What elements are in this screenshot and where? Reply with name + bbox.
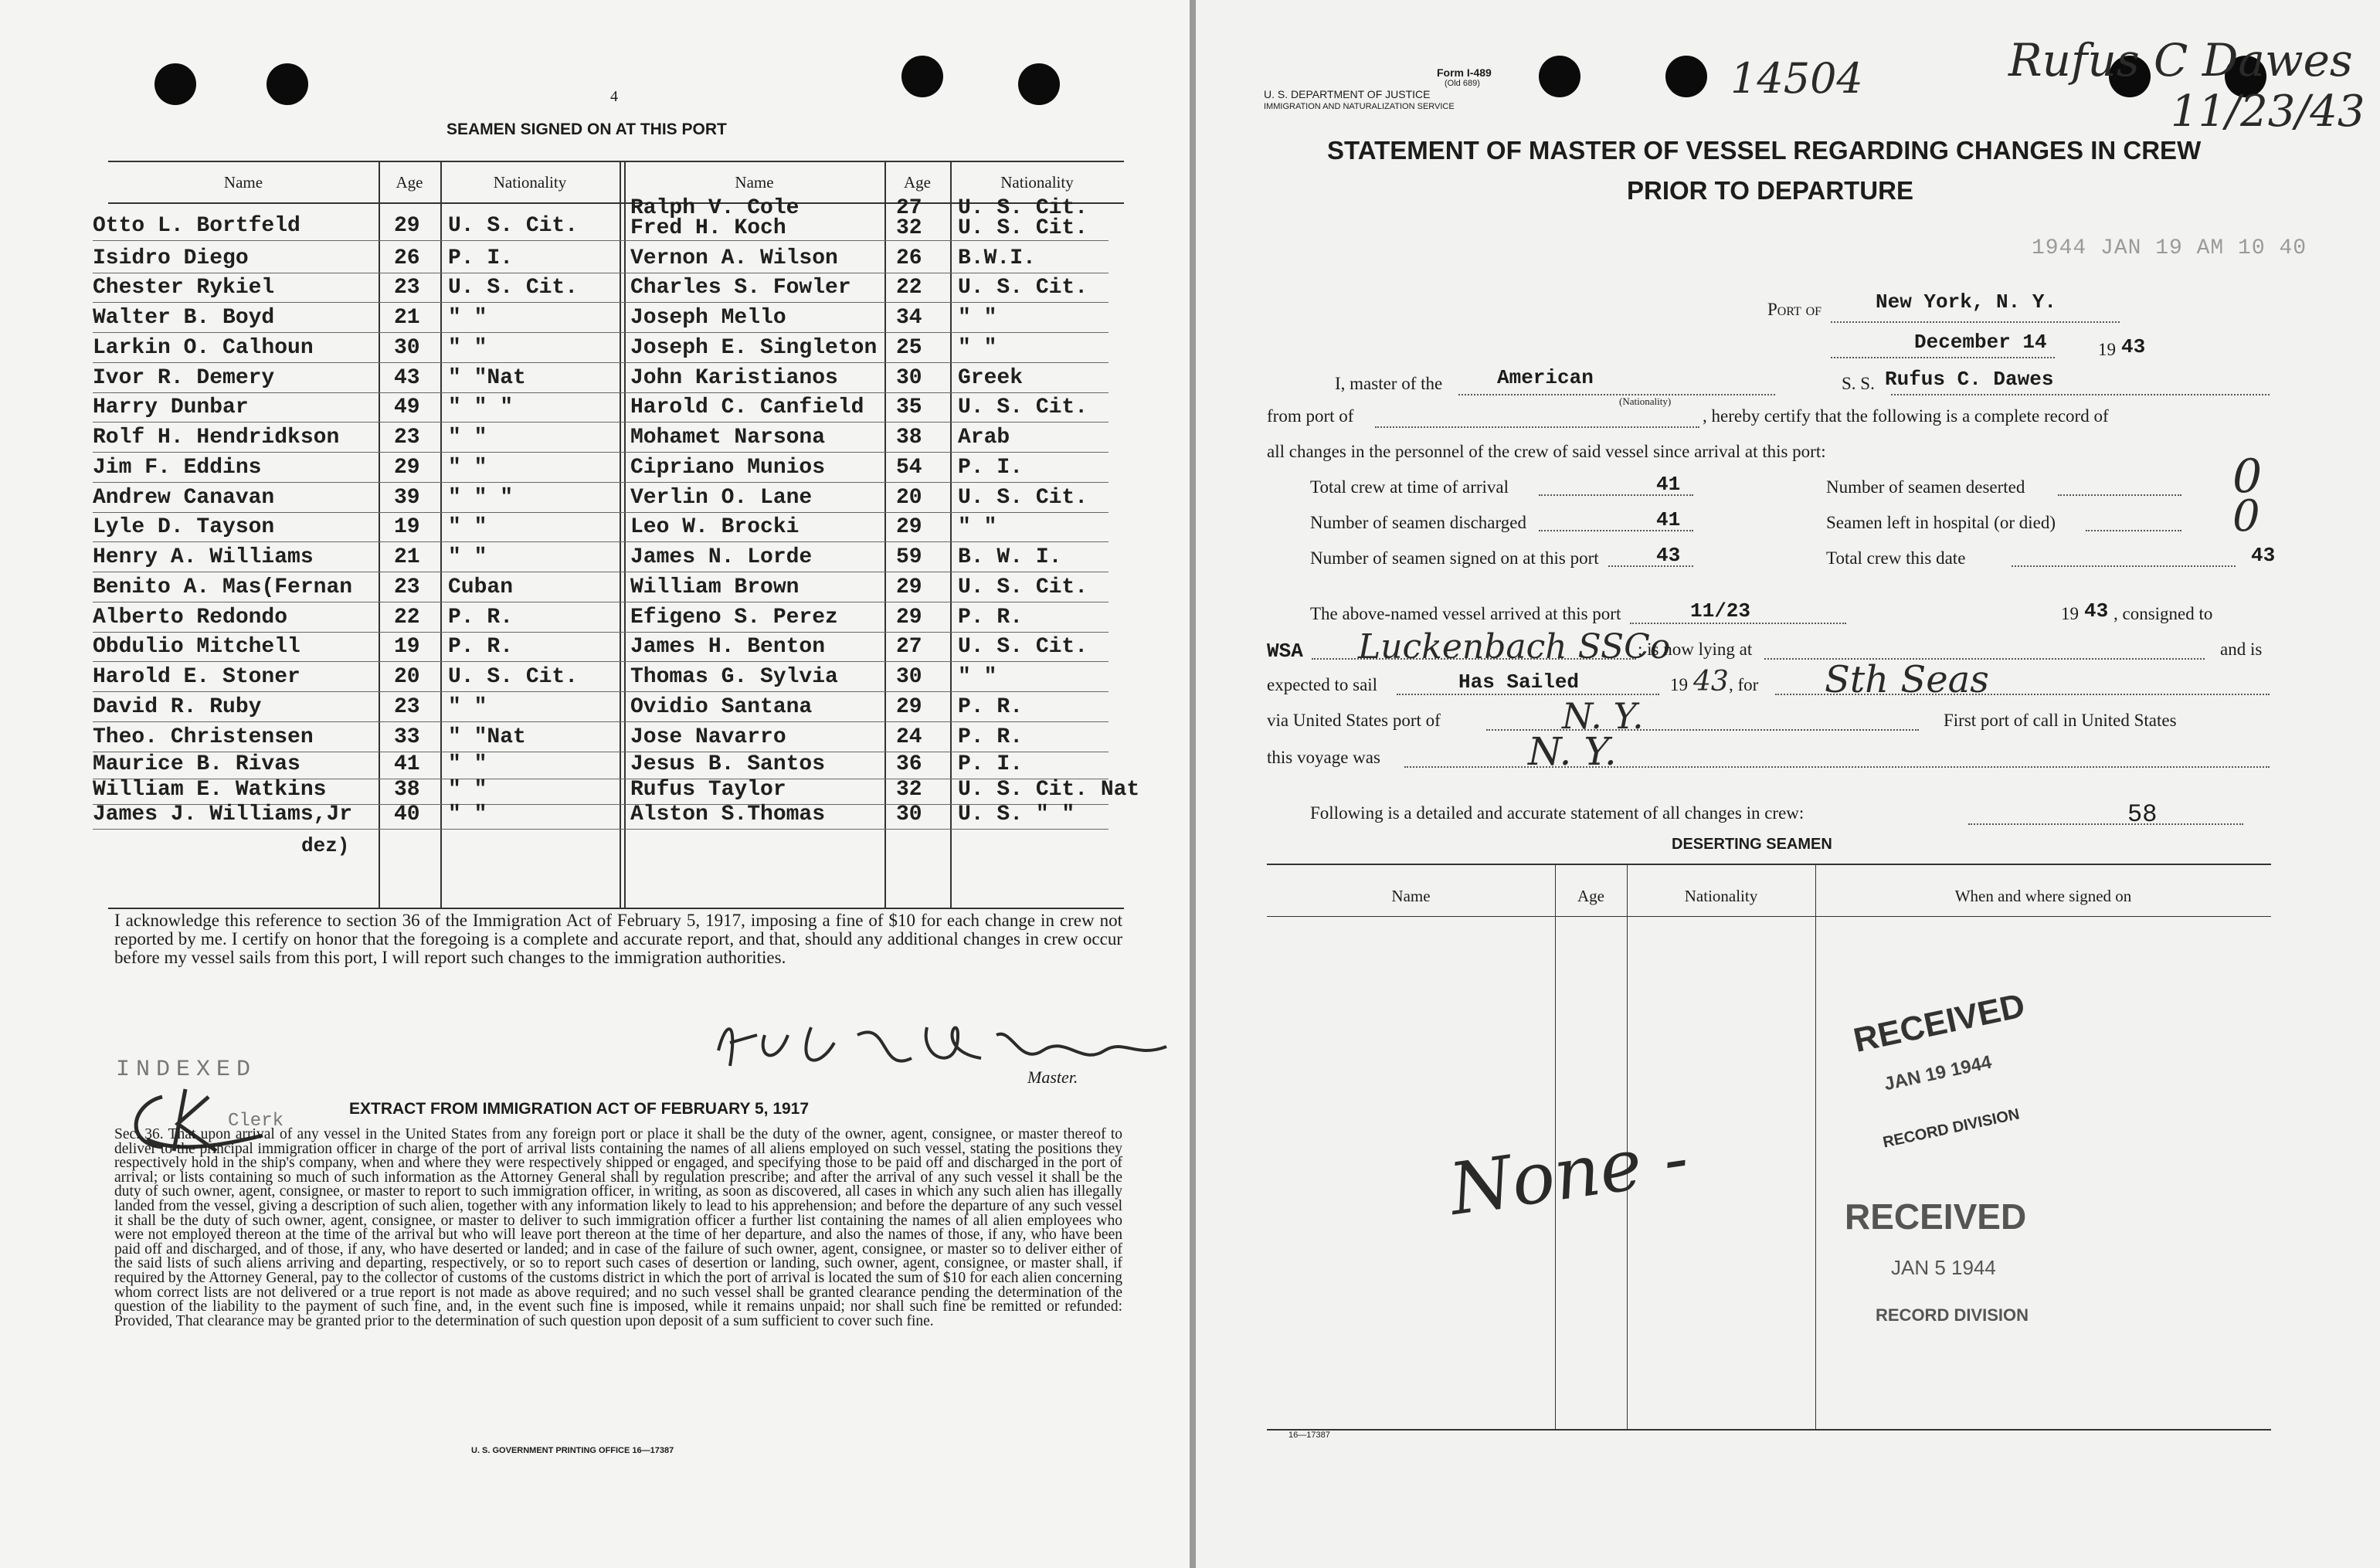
seaman-nationality: " "Nat [448,725,526,749]
handwritten-date: 11/23/43 [2171,87,2365,137]
acknowledgement-text: I acknowledge this reference to section 36 of the Immigration Act of February 5, 1917, imposing a fine of $10 for each change in crew not reported by me. I certify on honor that the foregoing is a complete and accurate report, and that, should any additional changes in crew occur before my vessel sails from this port, I will report such changes to the immigration authorities. [114,911,1122,967]
seaman-name: Mohamet Narsona [630,426,826,450]
seaman-age: 29 [896,515,922,539]
seaman-age: 38 [394,778,420,802]
seaman-name: Henry A. Williams [93,545,314,569]
row-rule [93,452,1109,453]
seaman-age: 29 [896,695,922,719]
none-entry: None - [1445,1115,1693,1232]
deserting-heading: DESERTING SEAMEN [1672,836,1832,853]
seaman-nationality: P. R. [448,635,514,659]
record-division-stamp: RECORD DIVISION [1876,1305,2029,1325]
extract-text: Sec. 36. That upon arrival of any vessel in the United States from any foreign port or place it shall be the duty of the owner, agent, consignee, or master thereof to deliver to the principal immigration officer in charge of the port of arrival lists containing the names of all aliens employed on such vessel, stating the positions they respectively hold in the ship's company, when and where they were respectively shipped or engaged, and specifying those to be paid off and discharged in the port of arrival; or lists containing so much of such information as the Attorney General shall by regulation prescribe; and after the arrival of any such vessel it shall be the duty of such owner, agent, consignee, or master to report to such immigration officer, in writing, as soon as discovered, all cases in which any such alien has illegally landed from the vessel, giving a description of such alien, together with any information likely to lead to his apprehension; and before the departure of any such vessel it shall be the duty of such owner, agent, consignee, or master to deliver to such immigration officer a further list containing the names of all alien employees who were not employed thereon at the time of the arrival but who will leave port thereon at the time of her departure, and also the names of those, if any, who have been paid off and discharged, and of those, if any, who have deserted or landed; and in case of the failure of such owner, agent, consignee, or master so to deliver either of the said lists of such aliens arriving and departing, respectively, or so to report such cases of desertion or landing, such owner, agent, consignee, or master shall, if required by the Attorney General, pay to the collector of customs of the customs district in which the port of arrival is located the sum of $10 for each alien concerning whom correct lists are not delivered or a true report is not made as above required; and no such vessel shall be granted clearance pending the determination of the question of the liability to the payment of such fine, and, in the event such fine is imposed, while it remains unpaid; nor shall such fine be remitted or refunded: Provided, That clearance may be granted prior to the determination of such question upon deposit of a sum sufficient to cover such fine. [114,1126,1122,1329]
form-title: STATEMENT OF MASTER OF VESSEL REGARDING CHANGES IN CREW [1327,136,2202,165]
seaman-nationality: " " [958,306,997,330]
seaman-age: 30 [896,366,922,390]
hospital-line [2086,530,2181,531]
seaman-age: 32 [896,778,922,802]
col-header-age: Age [396,173,423,192]
punch-hole [267,63,308,105]
arrived-year-value: 43 [2084,599,2109,623]
seaman-nationality: U. S. Cit. Nat [958,778,1140,802]
received-stamp: RECEIVED [1850,986,2029,1060]
col-header-name: Name [735,173,774,192]
seaman-nationality: U. S. Cit. [448,276,579,300]
arrived-line [1630,623,1846,624]
seaman-name: Larkin O. Calhoun [93,336,314,360]
date-value: December 14 [1914,331,2047,354]
col-divider [624,162,626,908]
sail-year-value: 43 [1693,666,1729,697]
page-number: 4 [610,88,618,105]
seaman-age: 30 [896,803,922,826]
row-rule [93,332,1109,333]
seaman-age: 49 [394,395,420,419]
hospital-value: 0 [2232,491,2260,541]
seaman-name: Harold C. Canfield [630,395,864,419]
seaman-nationality: Cuban [448,575,514,599]
seaman-nationality: " " [448,515,487,539]
page-heading: SEAMEN SIGNED ON AT THIS PORT [446,120,727,138]
col-divider [440,162,442,908]
changes-count: 58 [2127,800,2158,829]
seaman-nationality: " " [448,803,487,826]
for-label: , for [1729,675,1759,694]
col-header-name: Name [1391,887,1431,905]
seaman-nationality: " " [448,426,487,450]
date-stamp: 1944 JAN 19 AM 10 40 [2032,236,2307,260]
total-arrival-label: Total crew at time of arrival [1310,477,1509,497]
row-rule [93,302,1109,303]
seaman-name: James H. Benton [630,635,826,659]
seaman-age: 54 [896,456,922,480]
seaman-name: Joseph Mello [630,306,786,330]
seaman-nationality: U. S. Cit. [958,196,1088,220]
certify-text: , hereby certify that the following is a complete record of [1703,406,2109,426]
seaman-nationality: " " [448,752,487,776]
seaman-nationality: P. R. [958,606,1024,630]
year-value: 43 [2121,335,2146,358]
seaman-nationality: U. S. Cit. [958,276,1088,300]
arrived-label: The above-named vessel arrived at this port [1310,604,1621,623]
seaman-nationality: P. R. [448,606,514,630]
seaman-name: Isidro Diego [93,246,249,270]
seaman-name: Thomas G. Sylvia [630,665,838,689]
seaman-age: 29 [394,456,420,480]
seaman-name: Jim F. Eddins [93,456,262,480]
seaman-age: 30 [896,665,922,689]
seaman-nationality: P. R. [958,725,1024,749]
voyage-value: N. Y. [1528,729,1617,774]
seaman-nationality: P. R. [958,695,1024,719]
punch-hole [154,63,196,105]
seaman-name: Vernon A. Wilson [630,246,838,270]
seaman-age: 23 [394,695,420,719]
row-rule [93,632,1109,633]
seaman-age: 19 [394,515,420,539]
seaman-name: Ivor R. Demery [93,366,275,390]
seaman-nationality: P. I. [958,752,1024,776]
handwritten-file-number: 14504 [1730,54,1863,103]
punch-hole [901,56,943,97]
seaman-age: 34 [896,306,922,330]
seaman-name: Obdulio Mitchell [93,635,300,659]
consigned-value-typed: WSA [1267,640,1303,663]
seaman-name: Alston S.Thomas [630,803,826,826]
seaman-name: Theo. Christensen [93,725,314,749]
deserted-line [2058,494,2181,496]
discharged-value: 41 [1656,508,1681,531]
received-stamp: RECEIVED [1845,1196,2027,1237]
seaman-nationality: " " [448,695,487,719]
seaman-name: Benito A. Mas(Fernan [93,575,353,599]
seaman-age: 20 [394,665,420,689]
seaman-age: 22 [896,276,922,300]
seaman-age: 29 [394,214,420,238]
deserted-label: Number of seamen deserted [1826,477,2025,497]
consigned-label: , consigned to [2113,604,2213,623]
seaman-nationality: U. S. Cit. [448,214,579,238]
and-is-label: and is [2220,640,2263,659]
seaman-name: Rolf H. Hendridkson [93,426,340,450]
seaman-age: 43 [394,366,420,390]
arrived-year-prefix: 19 [2061,604,2079,623]
sail-year-prefix: 19 [1670,675,1688,694]
seaman-nationality: U. S. Cit. [958,575,1088,599]
seaman-age: 19 [394,635,420,659]
ss-label: S. S. [1842,374,1875,393]
for-value: Sth Seas [1825,658,1989,701]
seaman-nationality: B. W. I. [958,545,1062,569]
seaman-name: Charles S. Fowler [630,276,851,300]
seaman-nationality: " " " [448,486,514,510]
seaman-name: Walter B. Boyd [93,306,275,330]
nationality-line [1458,394,1775,395]
master-signature [703,1004,1197,1101]
seaman-nationality: P. I. [448,246,514,270]
row-rule [93,691,1109,692]
form-old-number: (Old 689) [1445,79,1480,88]
seaman-age: 32 [896,216,922,240]
all-changes-text: all changes in the personnel of the crew of said vessel since arrival at this port: [1267,442,1826,461]
changes-line [1968,823,2243,825]
seaman-nationality: Greek [958,366,1024,390]
clerk-label: Clerk [228,1111,284,1132]
seaman-name: Rufus Taylor [630,778,786,802]
vessel-line [1891,394,2270,395]
seaman-name: Harry Dunbar [93,395,249,419]
seaman-nationality: " " [448,306,487,330]
seaman-age: 33 [394,725,420,749]
year-prefix: 19 [2098,340,2116,359]
seaman-name: David R. Ruby [93,695,262,719]
seaman-nationality: " " [958,336,997,360]
department: U. S. DEPARTMENT OF JUSTICE [1264,88,1431,100]
expected-value: Has Sailed [1458,670,1580,694]
deserting-table [1267,864,2271,1431]
col-header-nationality: Nationality [493,173,567,192]
seaman-name: Otto L. Bortfeld [93,214,300,238]
seaman-name: James J. Williams,Jr [93,803,353,826]
seaman-age: 29 [896,606,922,630]
nationality-value: American [1497,366,1594,389]
seaman-age: 38 [896,426,922,450]
row-rule [93,240,1109,241]
received-date-stamp: JAN 5 1944 [1891,1256,1996,1279]
seaman-age: 21 [394,306,420,330]
seaman-name: Chester Rykiel [93,276,275,300]
nationality-caption: (Nationality) [1619,395,1672,407]
from-port-label: from port of [1267,406,1354,426]
seaman-nationality: Arab [958,426,1010,450]
page-gutter [1190,0,1196,1568]
seaman-age: 25 [896,336,922,360]
via-value: N. Y. [1562,695,1644,737]
col-header-age: Age [1577,887,1604,905]
seaman-name: Fred H. Koch [630,216,786,240]
name-continuation: dez) [301,834,350,857]
seaman-age: 26 [896,246,922,270]
right-page [1196,0,2380,1568]
seaman-nationality: U. S. Cit. [958,395,1088,419]
from-port-line [1375,426,1699,428]
seaman-age: 35 [896,395,922,419]
seaman-name: James N. Lorde [630,545,813,569]
seaman-name: Verlin O. Lane [630,486,813,510]
seaman-age: 40 [394,803,420,826]
seaman-age: 20 [896,486,922,510]
discharged-label: Number of seamen discharged [1310,513,1526,532]
seaman-name: Ralph V. Cole [630,196,800,220]
received-date-stamp: JAN 19 1944 [1882,1051,1994,1095]
seaman-nationality: P. I. [958,456,1024,480]
total-arrival-value: 41 [1656,473,1681,496]
seaman-nationality: U. S. Cit. [958,216,1088,240]
vessel-name: Rufus C. Dawes [1885,368,2054,391]
seaman-name: Jose Navarro [630,725,786,749]
col-header-nationality: Nationality [1000,173,1074,192]
seamen-table [93,161,1140,909]
col-divider [884,162,886,908]
seaman-name: Andrew Canavan [93,486,275,510]
punch-hole [1539,56,1580,97]
punch-hole [1018,63,1060,105]
col-header-name: Name [223,173,263,192]
seaman-age: 41 [394,752,420,776]
seaman-nationality: " " [448,456,487,480]
signed-on-value: 43 [1656,544,1681,567]
seaman-nationality: " " [448,545,487,569]
arrived-value: 11/23 [1690,599,1751,623]
seaman-name: Joseph E. Singleton [630,336,878,360]
via-label: via United States port of [1267,711,1441,730]
total-this-date-value: 43 [2251,544,2276,567]
seaman-nationality: U. S. Cit. [958,486,1088,510]
seaman-nationality: U. S. " " [958,803,1075,826]
seaman-name: Harold E. Stoner [93,665,300,689]
row-rule [93,721,1109,722]
punch-hole [1665,56,1707,97]
form-number: Form I-489 [1437,66,1492,79]
port-label: Port of [1767,300,1822,319]
seaman-age: 27 [896,635,922,659]
seaman-name: Cipriano Munios [630,456,826,480]
master-of-label: I, master of the [1335,374,1443,393]
expected-label: expected to sail [1267,675,1378,694]
signed-on-line [1608,565,1693,567]
seaman-age: 23 [394,575,420,599]
row-rule [93,829,1109,830]
form-subtitle: PRIOR TO DEPARTURE [1627,176,1913,205]
seaman-age: 29 [896,575,922,599]
following-text: Following is a detailed and accurate statement of all changes in crew: [1310,803,1805,823]
seaman-nationality: " " " [448,395,514,419]
seaman-nationality: U. S. Cit. [958,635,1088,659]
port-value: New York, N. Y. [1876,290,2057,314]
seaman-nationality: U. S. Cit. [448,665,579,689]
row-rule [93,422,1109,423]
row-rule [93,541,1109,542]
col-divider [1815,865,1816,1429]
seaman-nationality: " " [958,665,997,689]
row-rule [93,512,1109,513]
seaman-nationality: " " [448,336,487,360]
indexed-stamp: INDEXED [116,1057,257,1083]
col-header-age: Age [904,173,931,192]
col-header-when-where: When and where signed on [1954,887,2132,905]
deserted-value: 0 [2232,450,2263,504]
seaman-age: 36 [896,752,922,776]
signed-on-label: Number of seamen signed on at this port [1310,548,1599,568]
seaman-name: William E. Watkins [93,778,327,802]
seaman-nationality: B.W.I. [958,246,1036,270]
col-divider [379,162,380,908]
seaman-name: Efigeno S. Perez [630,606,838,630]
total-this-date-label: Total crew this date [1826,548,1966,568]
row-rule [93,661,1109,662]
seaman-age: 24 [896,725,922,749]
total-this-date-line [2012,565,2236,567]
service: IMMIGRATION AND NATURALIZATION SERVICE [1264,102,1455,111]
seaman-nationality: " "Nat [448,366,526,390]
seaman-age: 26 [394,246,420,270]
col-header-nationality: Nationality [1684,887,1758,905]
seaman-age: 23 [394,276,420,300]
seaman-name: Jesus B. Santos [630,752,826,776]
voyage-label: this voyage was [1267,748,1380,767]
seaman-name: Ovidio Santana [630,695,813,719]
seaman-age: 27 [896,196,922,220]
seaman-nationality: " " [958,515,997,539]
seaman-name: John Karistianos [630,366,838,390]
col-divider [620,162,621,908]
seaman-name: William Brown [630,575,800,599]
col-divider [950,162,952,908]
seaman-name: Alberto Redondo [93,606,288,630]
record-division-stamp: RECORD DIVISION [1881,1105,2022,1152]
seaman-age: 39 [394,486,420,510]
seaman-age: 22 [394,606,420,630]
master-label: Master. [1027,1067,1078,1087]
footer-code: 16—17387 [1288,1431,1330,1440]
header-divider [1267,916,2271,917]
port-line [1831,321,2120,323]
date-line [1831,357,2055,358]
seaman-name: Lyle D. Tayson [93,515,275,539]
first-port-label: First port of call in United States [1944,711,2177,730]
seaman-name: Leo W. Brocki [630,515,800,539]
seaman-name: Maurice B. Rivas [93,752,300,776]
consigned-value-handwritten: Luckenbach SSCo [1358,627,1671,667]
hospital-label: Seamen left in hospital (or died) [1826,513,2056,532]
row-rule [93,362,1109,363]
handwritten-vessel-name: Rufus C Dawes [2008,34,2353,87]
extract-title: EXTRACT FROM IMMIGRATION ACT OF FEBRUARY 5, 1917 [349,1100,810,1118]
seaman-age: 23 [394,426,420,450]
seaman-age: 21 [394,545,420,569]
lying-label: ; is now lying at [1638,640,1753,659]
row-rule [93,482,1109,483]
seaman-nationality: " " [448,778,487,802]
seaman-age: 30 [394,336,420,360]
consigned-line [1312,658,1636,660]
seaman-age: 59 [896,545,922,569]
printing-office: U. S. GOVERNMENT PRINTING OFFICE 16—17387 [471,1446,674,1455]
row-rule [93,392,1109,393]
